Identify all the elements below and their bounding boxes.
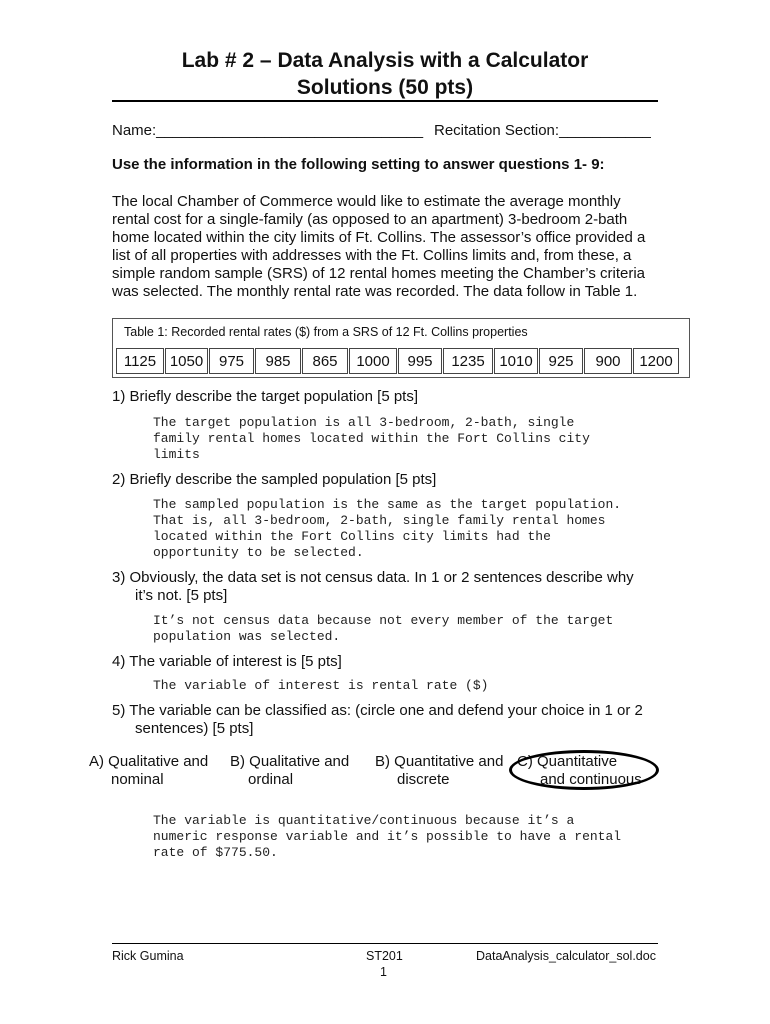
choice-a-line1: A) Qualitative and [89, 753, 209, 770]
table-cell: 975 [209, 348, 254, 374]
choice-b-line1: B) Qualitative and [230, 753, 350, 770]
name-field-label: Name:________________________________ [112, 122, 424, 139]
answer-2-line: The sampled population is the same as the target population. [153, 497, 622, 512]
answer-2-line: That is, all 3-bedroom, 2-bath, single family rental homes [153, 513, 606, 528]
answer-circle-mark [509, 750, 659, 790]
table-cell: 985 [255, 348, 301, 374]
table-cell: 1010 [494, 348, 538, 374]
answer-2-line: located within the Fort Collins city limits had the [153, 529, 551, 544]
page-subtitle: Solutions (50 pts) [296, 76, 474, 99]
choice-a-line2: nominal [111, 771, 164, 788]
answer-4: The variable of interest is rental rate ($) [153, 678, 489, 693]
answer-1-line: family rental homes located within the Fort Collins city [153, 431, 590, 446]
footer-course: ST201 [366, 949, 403, 963]
question-5: 5) The variable can be classified as: (circle one and defend your choice in 1 or 2 [112, 702, 643, 719]
answer-5-line: rate of $775.50. [153, 845, 278, 860]
table-cell: 995 [398, 348, 442, 374]
answer-3-line: population was selected. [153, 629, 341, 644]
choice-c-line2: and continuous [540, 771, 642, 788]
table-cell: 1200 [633, 348, 679, 374]
choice-b-line2: ordinal [248, 771, 294, 788]
footer-author: Rick Gumina [112, 949, 184, 963]
table-cell: 1050 [165, 348, 208, 374]
setting-line-3: home located within the city limits of Ft. Collins. The assessor’s office provided a [112, 229, 646, 246]
question-3-cont: it’s not. [5 pts] [135, 587, 228, 604]
table-cell: 1000 [349, 348, 397, 374]
page-number: 1 [380, 965, 387, 979]
answer-3-line: It’s not census data because not every member of the target [153, 613, 614, 628]
setting-line-6: was selected. The monthly rental rate was recorded. The data follow in Table 1. [112, 283, 638, 300]
footer-filename: DataAnalysis_calculator_sol.doc [476, 949, 656, 963]
question-4: 4) The variable of interest is [5 pts] [112, 653, 342, 670]
instruction-heading: Use the information in the following setting to answer questions 1- 9: [112, 156, 605, 173]
answer-5-line: numeric response variable and it’s possible to have a rental [153, 829, 622, 844]
answer-1-line: limits [153, 447, 200, 462]
choice-b2-line1: B) Quantitative and [375, 753, 504, 770]
table-cell: 865 [302, 348, 348, 374]
setting-line-2: rental cost for a single-family (as opposed to an apartment) 3-bedroom 2-bath [112, 211, 628, 228]
question-5-cont: sentences) [5 pts] [135, 720, 254, 737]
footer-rule [112, 943, 658, 944]
title-rule [112, 100, 658, 102]
setting-line-4: list of all properties with addresses with the Ft. Collins limits and, from these, a [112, 247, 632, 264]
recitation-section-label: Recitation Section:___________ [434, 122, 651, 139]
question-3: 3) Obviously, the data set is not census data. In 1 or 2 sentences describe why [112, 569, 634, 586]
table-cell: 1125 [116, 348, 164, 374]
table-cell: 925 [539, 348, 583, 374]
choice-c-line1: C) Quantitative [517, 753, 618, 770]
table-cell: 900 [584, 348, 632, 374]
setting-line-1: The local Chamber of Commerce would like to estimate the average monthly [112, 193, 621, 210]
choice-b2-line2: discrete [397, 771, 450, 788]
table-cell: 1235 [443, 348, 493, 374]
question-1: 1) Briefly describe the target population [5 pts] [112, 388, 419, 405]
page-title: Lab # 2 – Data Analysis with a Calculator [181, 49, 589, 72]
answer-1-line: The target population is all 3-bedroom, 2-bath, single [153, 415, 575, 430]
answer-2-line: opportunity to be selected. [153, 545, 364, 560]
answer-5-line: The variable is quantitative/continuous because it’s a [153, 813, 575, 828]
setting-line-5: simple random sample (SRS) of 12 rental homes meeting the Chamber’s criteria [112, 265, 646, 282]
table-caption: Table 1: Recorded rental rates ($) from a SRS of 12 Ft. Collins properties [124, 325, 528, 339]
question-2: 2) Briefly describe the sampled population [5 pts] [112, 471, 437, 488]
